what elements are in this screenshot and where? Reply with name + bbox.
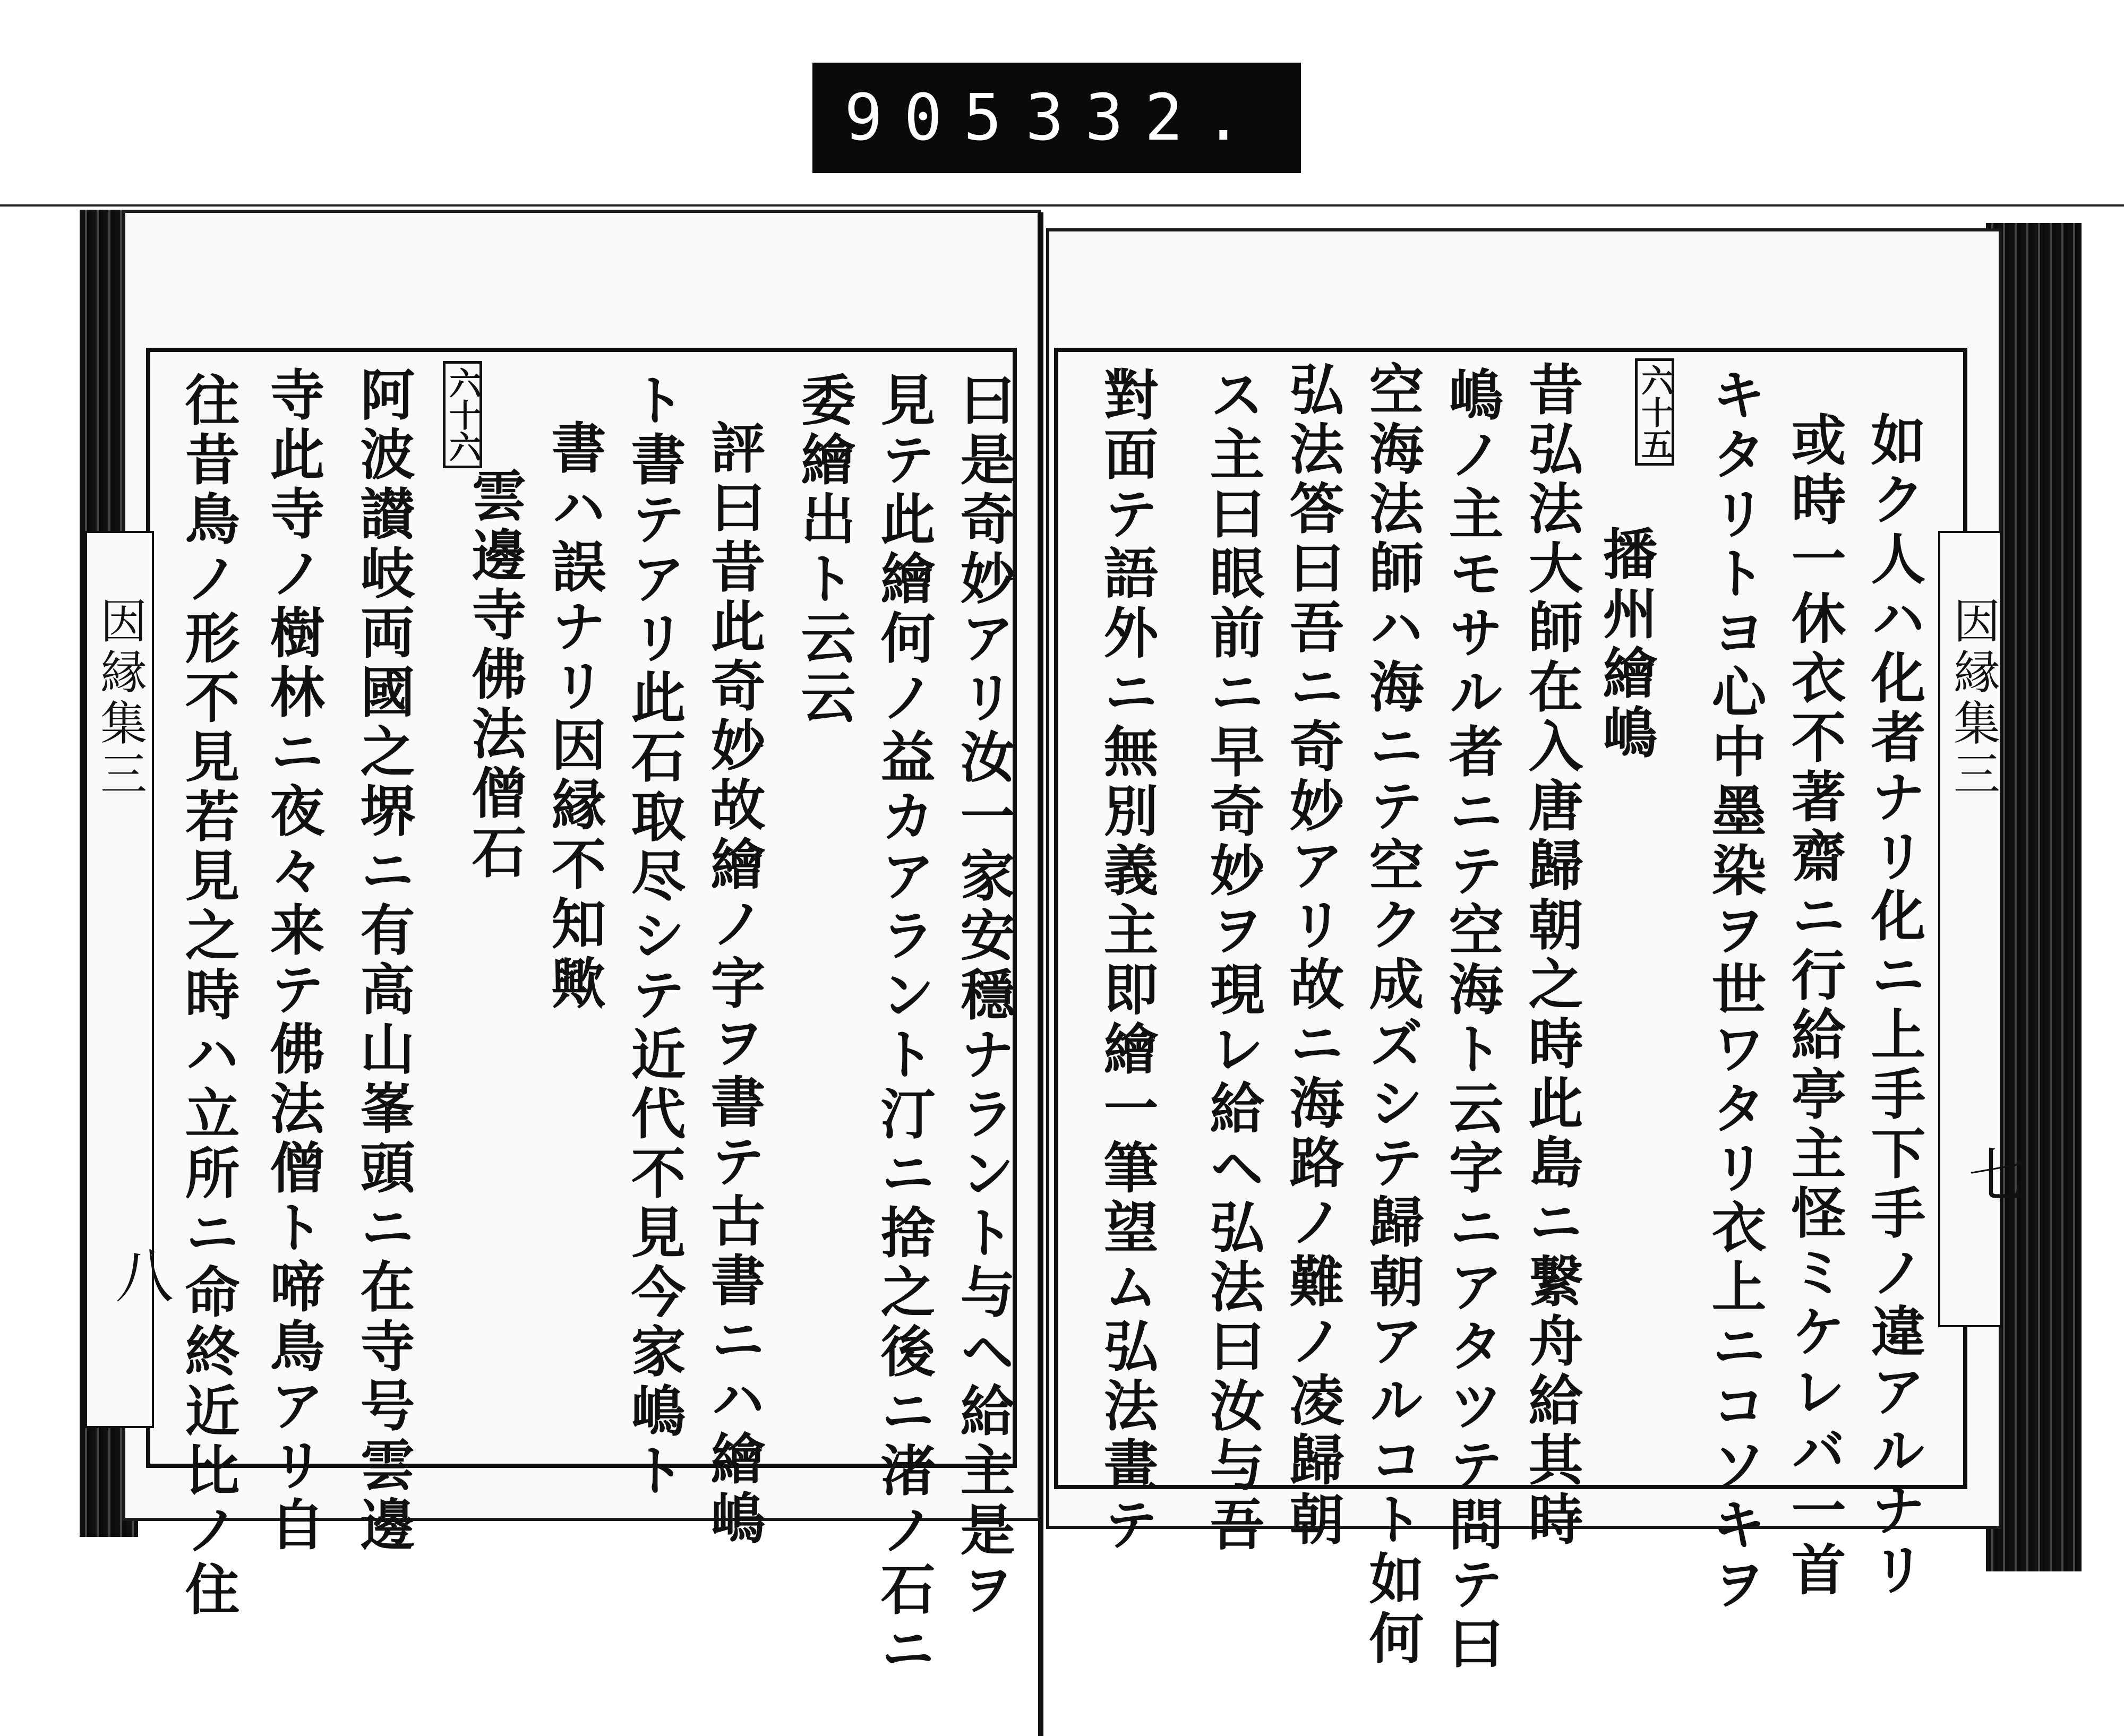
text-column: 見テ此繪何ノ益カアラント汀ニ捨之後ニ渚ノ石ニ bbox=[871, 372, 936, 1680]
text-column: 書ハ誤ナリ因縁不知歟 bbox=[542, 419, 606, 1014]
folio-number-left: 八 bbox=[106, 1245, 174, 1304]
text-column: 弘法答曰吾ニ奇妙アリ故ニ海路ノ難ノ凌歸朝 bbox=[1280, 361, 1344, 1550]
text-column: 曰是奇妙アリ汝一家安穩ナラント与ヘ給主是ヲ bbox=[951, 372, 1015, 1620]
gutter-fold bbox=[1038, 212, 1043, 1736]
call-number-left: 905 bbox=[844, 81, 1023, 155]
text-column: 委繪出ト云云 bbox=[792, 372, 856, 728]
call-number-label bbox=[812, 63, 1301, 173]
folio-number-right: 七 bbox=[1959, 1145, 2027, 1203]
text-column: 空海法師ハ海ニテ空ク成ズシテ歸朝アルコト如何 bbox=[1360, 361, 1424, 1669]
text-column: 評曰昔此奇妙故繪ノ字ヲ書テ古書ニハ繪嶋 bbox=[701, 419, 766, 1549]
text-column: ス主曰眼前ニ早奇妙ヲ現レ給ヘ弘法曰汝与吾 bbox=[1201, 366, 1265, 1555]
text-column: 如ク人ハ化者ナリ化ニ上手下手ノ違アルナリ bbox=[1862, 411, 1926, 1601]
scan-divider bbox=[0, 204, 2124, 207]
call-number-right: 332. bbox=[1025, 81, 1264, 155]
spine-title-right: 因縁集三 bbox=[1946, 597, 2001, 801]
text-column: 阿波讃岐両國之堺ニ有高山峯頭ニ在寺号雲邊 bbox=[351, 366, 415, 1555]
text-column: 寺此寺ノ樹林ニ夜々来テ佛法僧ト啼鳥アリ自 bbox=[261, 366, 325, 1555]
spine-title-left: 因縁集三 bbox=[93, 597, 148, 801]
text-column: ト書テアリ此石取尽シテ近代不見今家嶋ト bbox=[622, 372, 686, 1501]
text-column: 昔弘法大師在入唐歸朝之時此島ニ繋舟給其時 bbox=[1519, 361, 1583, 1550]
spine-margin-left bbox=[85, 531, 174, 1428]
section-heading-block bbox=[435, 361, 490, 477]
text-column: 嶋ノ主モサル者ニテ空海ト云字ニアタツテ問テ曰 bbox=[1440, 366, 1504, 1674]
section-number: 六十六 bbox=[443, 361, 482, 468]
section-number: 六十五 bbox=[1635, 358, 1674, 466]
section-title: 播州繪嶋 bbox=[1594, 526, 1658, 763]
text-column: 或時一休衣不著齋ニ行給亭主怪ミケレバ一首 bbox=[1782, 411, 1846, 1601]
section-heading-block bbox=[1628, 358, 1682, 474]
text-column: キタリトヨ心中墨染ヲ世ワタリ衣上ニコソキヲ bbox=[1702, 366, 1767, 1615]
spine-margin-right bbox=[1938, 531, 2027, 1327]
section-title: 雲邊寺佛法僧石 bbox=[463, 467, 527, 883]
text-column: 往昔鳥ノ形不見若見之時ハ立所ニ命終近比ノ住 bbox=[176, 372, 240, 1620]
text-column: 對面テ語外ニ無別義主即繪一筆望ム弘法畫テ bbox=[1094, 366, 1159, 1555]
